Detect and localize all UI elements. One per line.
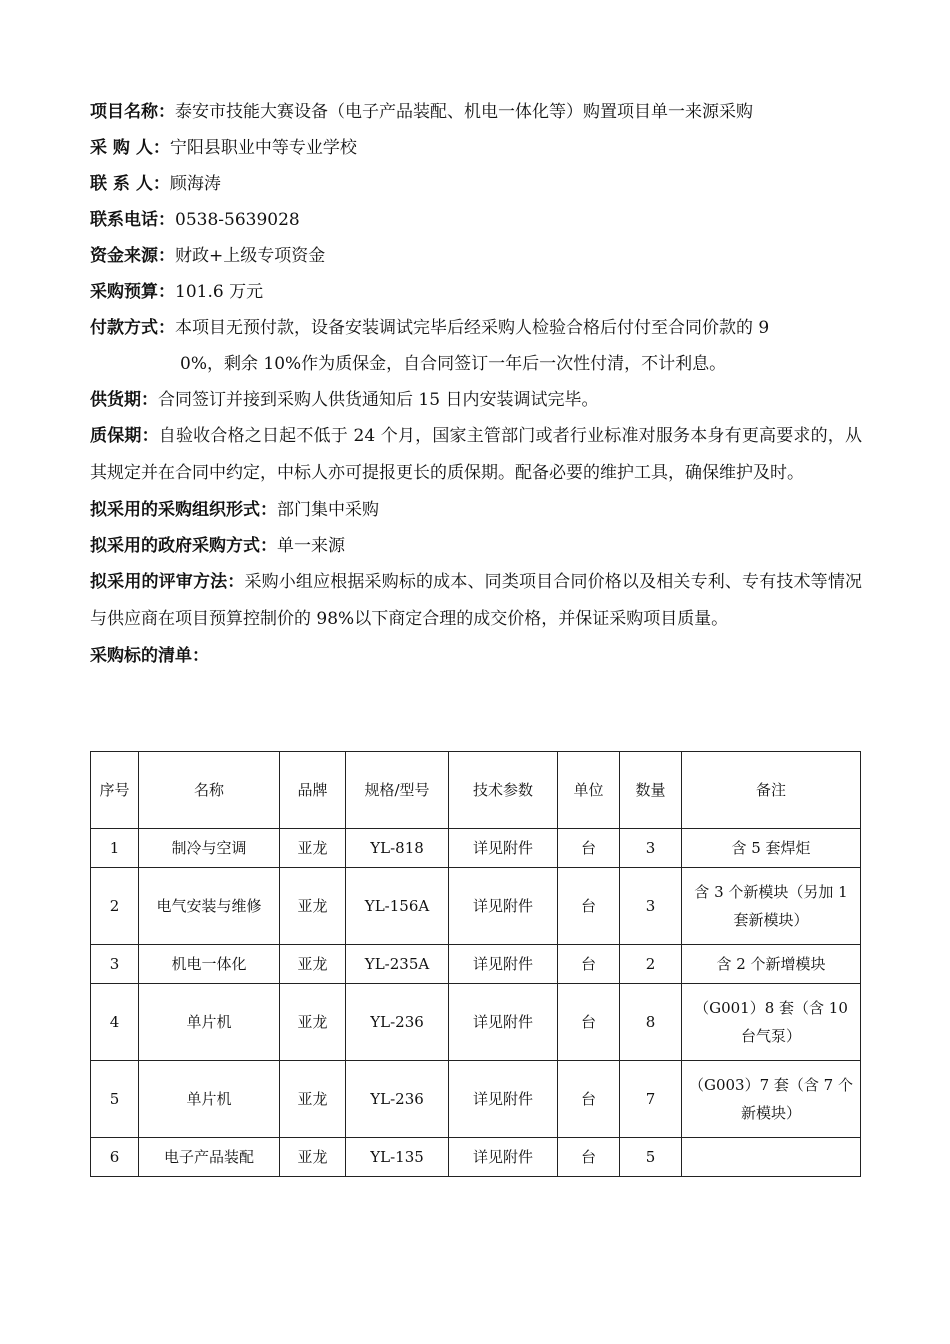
- payment-value-1: 本项目无预付款，设备安装调试完毕后经采购人检验合格后付付至合同价款的 9: [175, 318, 770, 338]
- budget-line: [90, 274, 862, 310]
- table-cell: 单片机: [139, 984, 280, 1061]
- table-row: [91, 1061, 861, 1138]
- method-value: 单一来源: [277, 536, 345, 556]
- buyer-label: 采 购 人：: [90, 138, 170, 158]
- funding-line: [90, 238, 862, 274]
- delivery-value: 合同签订并接到采购人供货通知后 15 日内安装调试完毕。: [158, 390, 599, 410]
- org-form-label: 拟采用的采购组织形式：: [90, 500, 277, 520]
- table-cell: 亚龙: [280, 829, 346, 868]
- project-name-line: [90, 94, 862, 130]
- table-cell: 5: [620, 1138, 682, 1177]
- budget-value: 101.6 万元: [175, 282, 264, 302]
- warranty-label: 质保期：: [90, 426, 159, 446]
- table-cell: 亚龙: [280, 1061, 346, 1138]
- table-cell: 6: [91, 1138, 139, 1177]
- review-value: 采购小组应根据采购标的成本、同类项目合同价格以及相关专利、专有技术等情况与供应商在项目预算控制价的 98%以下商定合理的成交价格，并保证采购项目质量。: [90, 572, 863, 629]
- table-cell: 含 2 个新增模块: [682, 945, 861, 984]
- budget-label: 采购预算：: [90, 282, 175, 302]
- table-cell: 4: [91, 984, 139, 1061]
- table-cell: （G001）8 套（含 10 台气泵）: [682, 984, 861, 1061]
- table-cell: YL-235A: [346, 945, 449, 984]
- method-line: [90, 528, 862, 564]
- table-cell: 台: [558, 868, 620, 945]
- phone-label: 联系电话：: [90, 210, 175, 230]
- payment-label: 付款方式：: [90, 318, 175, 338]
- procurement-table: [90, 751, 861, 1177]
- payment-value-2: 0%，剩余 10%作为质保金，自合同签订一年后一次性付清，不计利息。: [180, 354, 727, 374]
- table-cell: YL-818: [346, 829, 449, 868]
- table-cell: 单片机: [139, 1061, 280, 1138]
- header-cell-unit: 单位: [558, 752, 620, 829]
- table-cell: 详见附件: [449, 945, 558, 984]
- table-cell: 亚龙: [280, 868, 346, 945]
- table-cell: 台: [558, 984, 620, 1061]
- contact-label: 联 系 人：: [90, 174, 170, 194]
- table-cell: 3: [620, 868, 682, 945]
- table-cell: [682, 1138, 861, 1177]
- org-form-line: [90, 492, 862, 528]
- table-cell: 详见附件: [449, 829, 558, 868]
- header-cell-brand: 品牌: [280, 752, 346, 829]
- header-cell-params: 技术参数: [449, 752, 558, 829]
- table-row: [91, 1138, 861, 1177]
- table-cell: YL-135: [346, 1138, 449, 1177]
- phone-value: 0538-5639028: [175, 210, 300, 230]
- table-cell: 台: [558, 829, 620, 868]
- document-body: [90, 94, 862, 674]
- contact-value: 顾海涛: [169, 174, 221, 194]
- project-name-value: 泰安市技能大赛设备（电子产品装配、机电一体化等）购置项目单一来源采购: [175, 102, 753, 122]
- table-cell: 3: [620, 829, 682, 868]
- table-cell: 7: [620, 1061, 682, 1138]
- header-cell-qty: 数量: [620, 752, 682, 829]
- warranty-line: [90, 418, 862, 492]
- table-cell: 电气安装与维修: [139, 868, 280, 945]
- table-cell: 详见附件: [449, 984, 558, 1061]
- table-cell: YL-156A: [346, 868, 449, 945]
- table-cell: 5: [91, 1061, 139, 1138]
- table-cell: （G003）7 套（含 7 个新模块）: [682, 1061, 861, 1138]
- list-title: 采购标的清单：: [90, 646, 209, 666]
- table-cell: 详见附件: [449, 868, 558, 945]
- table-cell: 机电一体化: [139, 945, 280, 984]
- table-cell: 详见附件: [449, 1138, 558, 1177]
- project-name-label: 项目名称：: [90, 102, 175, 122]
- table-cell: YL-236: [346, 1061, 449, 1138]
- table-cell: 台: [558, 1138, 620, 1177]
- table-cell: 制冷与空调: [139, 829, 280, 868]
- delivery-label: 供货期：: [90, 390, 158, 410]
- table-cell: 含 5 套焊炬: [682, 829, 861, 868]
- table-row: [91, 829, 861, 868]
- table-cell: 含 3 个新模块（另加 1 套新模块）: [682, 868, 861, 945]
- review-label: 拟采用的评审方法：: [90, 572, 245, 592]
- buyer-line: [90, 130, 862, 166]
- table-row: [91, 984, 861, 1061]
- funding-label: 资金来源：: [90, 246, 175, 266]
- phone-line: [90, 202, 862, 238]
- table-cell: 亚龙: [280, 945, 346, 984]
- delivery-line: [90, 382, 862, 418]
- table-cell: 1: [91, 829, 139, 868]
- header-cell-index: 序号: [91, 752, 139, 829]
- table-cell: 亚龙: [280, 984, 346, 1061]
- table-cell: 2: [91, 868, 139, 945]
- contact-line: [90, 166, 862, 202]
- payment-line: [90, 310, 862, 346]
- table-cell: 2: [620, 945, 682, 984]
- table-cell: 3: [91, 945, 139, 984]
- org-form-value: 部门集中采购: [277, 500, 379, 520]
- table-cell: 台: [558, 1061, 620, 1138]
- review-line: [90, 564, 862, 638]
- header-cell-note: 备注: [682, 752, 861, 829]
- header-cell-model: 规格/型号: [346, 752, 449, 829]
- table-cell: 8: [620, 984, 682, 1061]
- table-cell: 电子产品装配: [139, 1138, 280, 1177]
- table-header-row: [91, 752, 861, 829]
- table-cell: YL-236: [346, 984, 449, 1061]
- table-cell: 台: [558, 945, 620, 984]
- funding-value: 财政+上级专项资金: [175, 246, 326, 266]
- warranty-value: 自验收合格之日起不低于 24 个月，国家主管部门或者行业标准对服务本身有更高要求的，从其规定并在合同中约定，中标人亦可提报更长的质保期。配备必要的维护工具，确保维护及时。: [90, 426, 862, 483]
- table-row: [91, 868, 861, 945]
- table-cell: 详见附件: [449, 1061, 558, 1138]
- table-row: [91, 945, 861, 984]
- method-label: 拟采用的政府采购方式：: [90, 536, 277, 556]
- buyer-value: 宁阳县职业中等专业学校: [169, 138, 357, 158]
- table-cell: 亚龙: [280, 1138, 346, 1177]
- header-cell-name: 名称: [139, 752, 280, 829]
